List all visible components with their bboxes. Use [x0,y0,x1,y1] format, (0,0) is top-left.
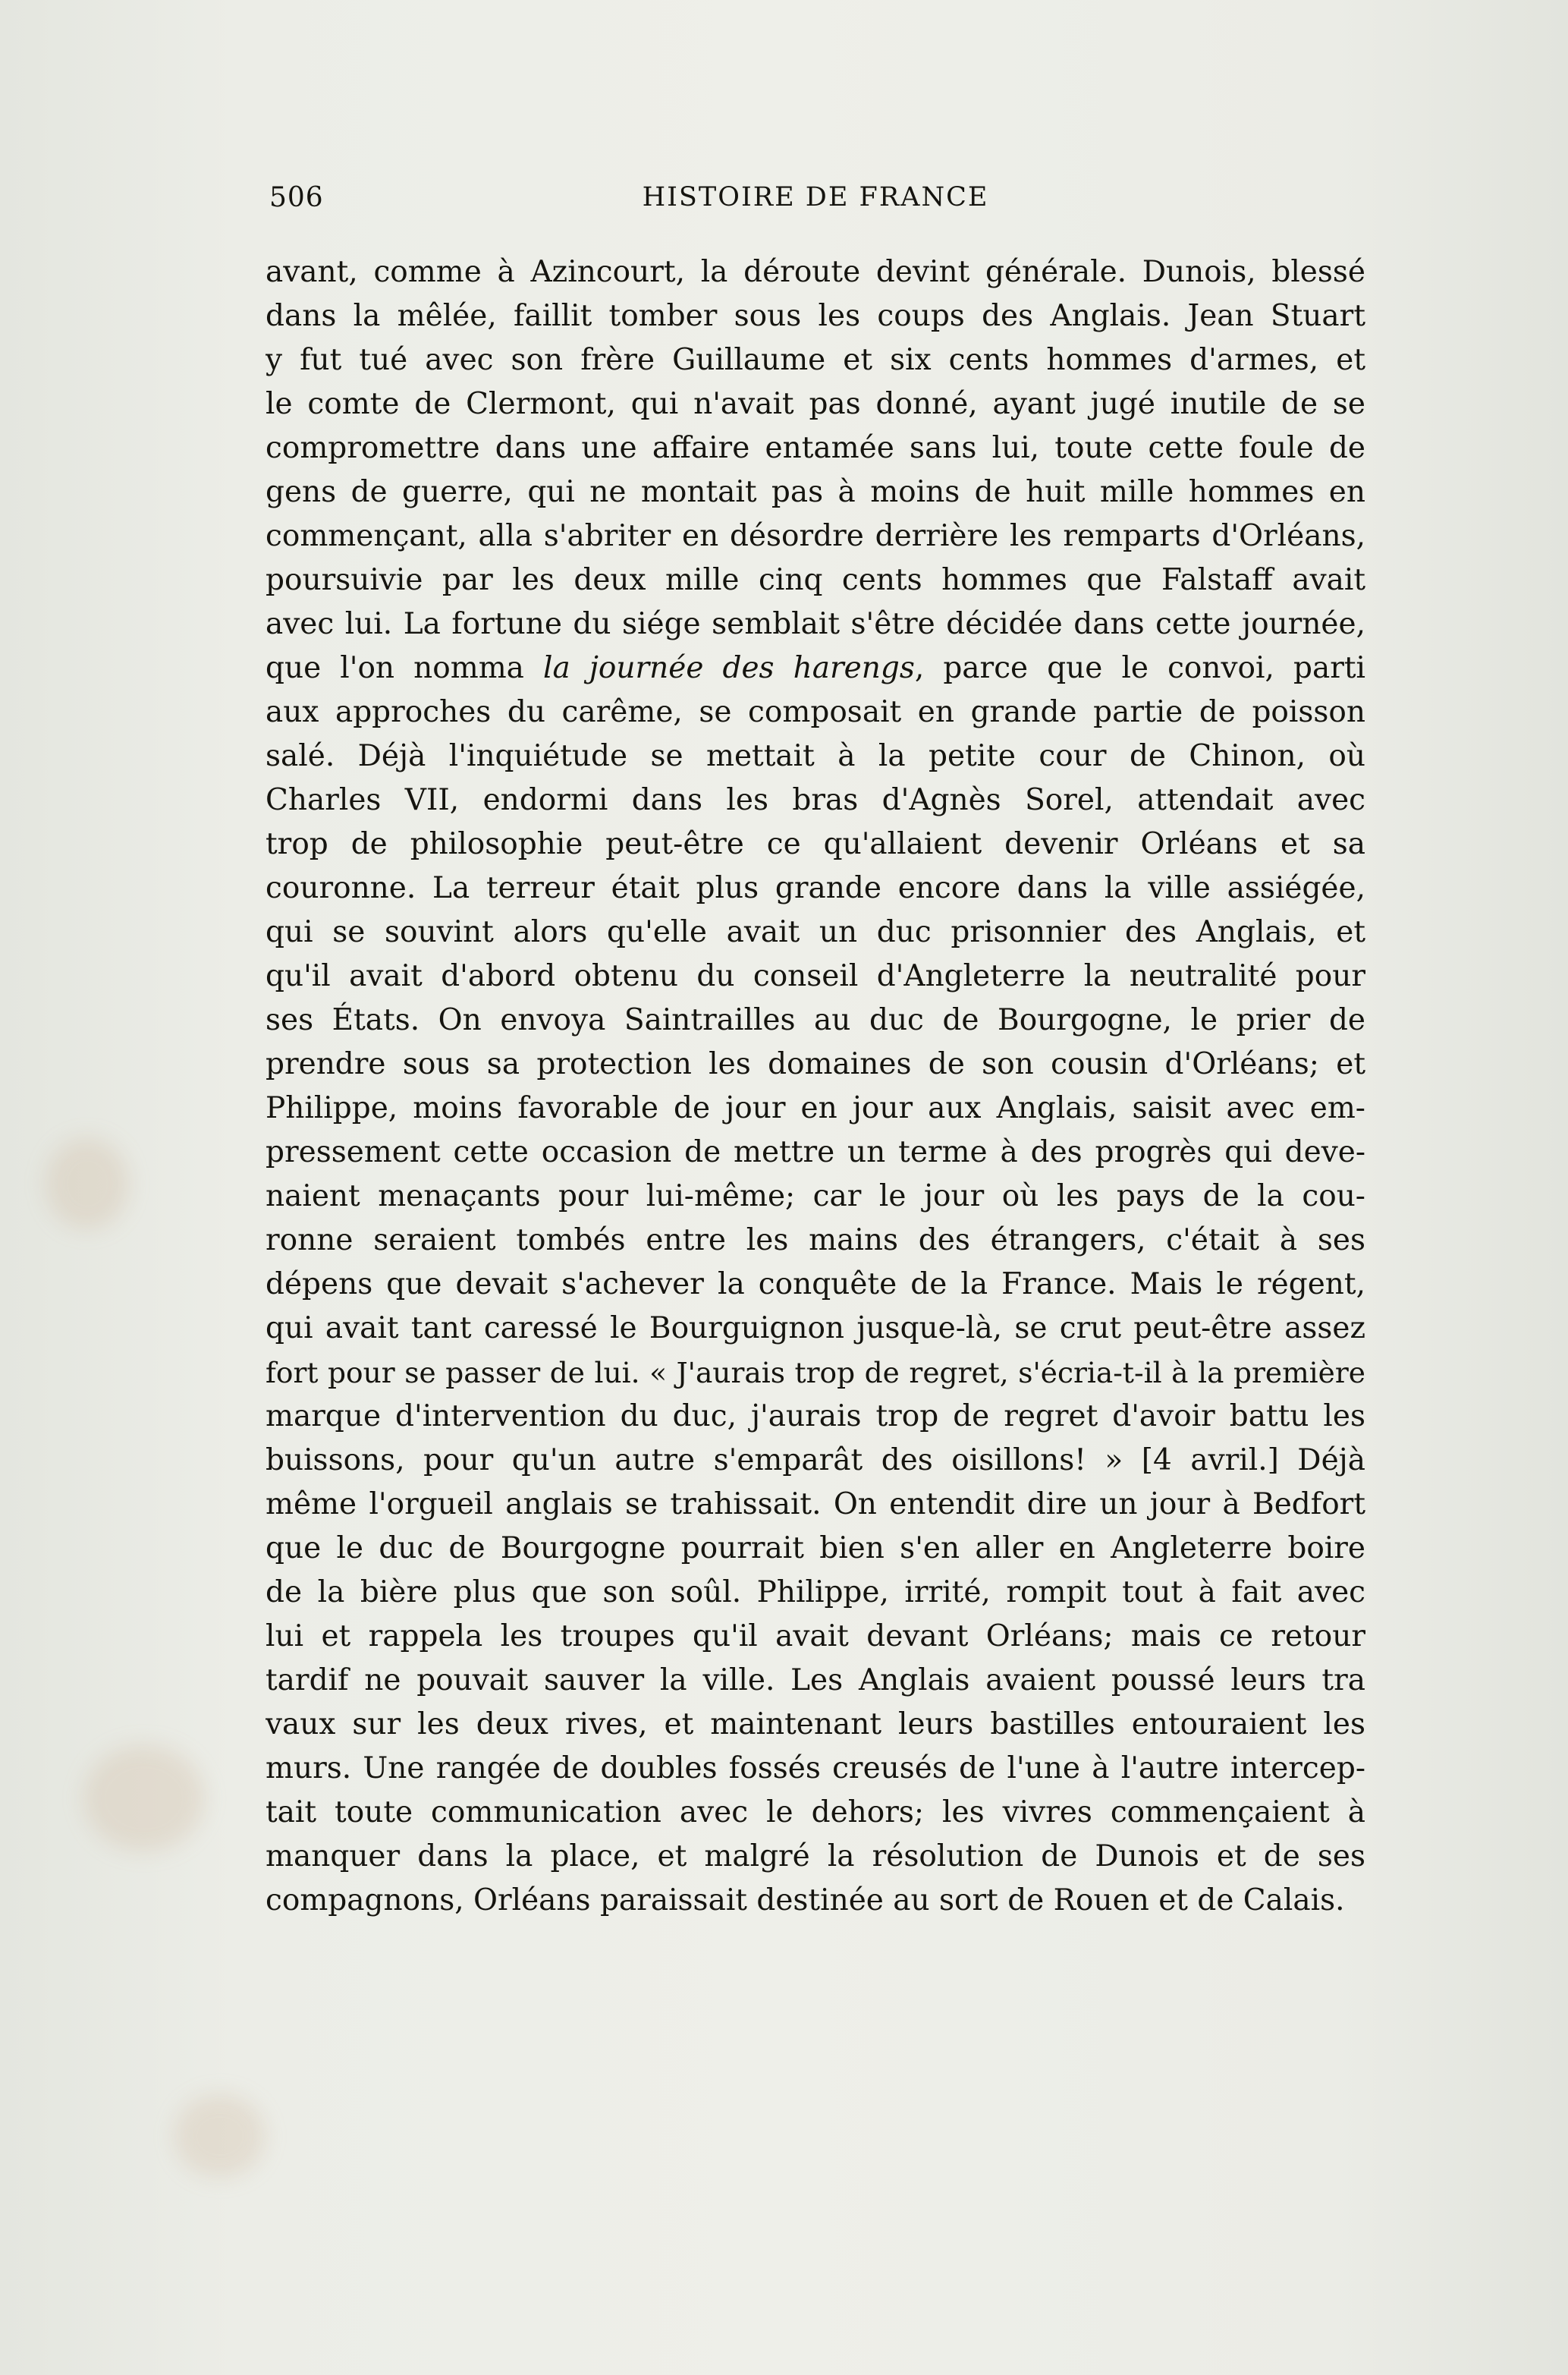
text-line: fort pour se passer de lui. « J'aurais trop de regret, s'écria-t-il à la première [266,1356,1365,1389]
text-line: qui avait tant caressé le Bourguignon jusque-là, se crut peut-être assez [266,1311,1365,1345]
text-line: poursuivie par les deux mille cinq cents hommes que Falstaff avait [266,563,1365,597]
running-title: HISTOIRE DE FRANCE [642,182,989,212]
text-line: compromettre dans une affaire entamée sans lui, toute cette foule de [266,431,1365,465]
text-line-with-italic [266,646,1365,690]
text-line: tait toute communication avec le dehors; les vivres commençaient à [266,1795,1365,1829]
text-line: ses États. On envoya Saintrailles au duc de Bourgogne, le prier de [266,1003,1365,1037]
text-line: couronne. La terreur était plus grande encore dans la ville assiégée, [266,871,1365,905]
text-line: naient menaçants pour lui-même; car le jour où les pays de la cou- [266,1179,1365,1213]
text-line: commençant, alla s'abriter en désordre derrière les remparts d'Orléans, [266,519,1365,553]
paper-stain [46,1138,129,1229]
text-line: qui se souvint alors qu'elle avait un duc prisonnier des Anglais, et [266,915,1365,949]
text-line: aux approches du carême, se composait en grande partie de poisson [266,695,1365,729]
text-line: trop de philosophie peut-être ce qu'allaient devenir Orléans et sa [266,827,1365,861]
text-line: dépens que devait s'achever la conquête de la France. Mais le régent, [266,1267,1365,1301]
text-segment: que l'on nomma [266,651,544,685]
text-line: dans la mêlée, faillit tomber sous les coups des Anglais. Jean Stuart [266,299,1365,333]
text-line: le comte de Clermont, qui n'avait pas donné, ayant jugé inutile de se [266,387,1365,421]
text-line: avant, comme à Azincourt, la déroute devint générale. Dunois, blessé [266,255,1365,289]
text-line: pressement cette occasion de mettre un terme à des progrès qui deve- [266,1135,1365,1169]
paper-stain [174,2094,266,2178]
text-line: ronne seraient tombés entre les mains des étrangers, c'était à ses [266,1223,1365,1257]
text-line: lui et rappela les troupes qu'il avait devant Orléans; mais ce retour [266,1619,1365,1653]
text-line-last: compagnons, Orléans paraissait destinée au sort de Rouen et de Calais. [266,1883,1345,1917]
text-line: marque d'intervention du duc, j'aurais trop de regret d'avoir battu les [266,1399,1365,1433]
paper-stain [83,1745,205,1851]
text-line: Charles VII, endormi dans les bras d'Agnès Sorel, attendait avec [266,783,1365,817]
text-line: murs. Une rangée de doubles fossés creusés de l'une à l'autre intercep- [266,1751,1365,1785]
text-line: que le duc de Bourgogne pourrait bien s'en aller en Angleterre boire [266,1531,1365,1565]
text-line: avec lui. La fortune du siége semblait s'être décidée dans cette journée, [266,607,1365,641]
text-line: buissons, pour qu'un autre s'emparât des oisillons! » [4 avril.] Déjà [266,1443,1365,1477]
text-line: même l'orgueil anglais se trahissait. On entendit dire un jour à Bedfort [266,1487,1365,1521]
text-line: prendre sous sa protection les domaines de son cousin d'Orléans; et [266,1047,1365,1081]
text-line: manquer dans la place, et malgré la résolution de Dunois et de ses [266,1839,1365,1873]
text-line: salé. Déjà l'inquiétude se mettait à la petite cour de Chinon, où [266,739,1365,773]
text-line: Philippe, moins favorable de jour en jour aux Anglais, saisit avec em- [266,1091,1365,1125]
text-line: vaux sur les deux rives, et maintenant leurs bastilles entouraient les [266,1707,1365,1741]
text-line: y fut tué avec son frère Guillaume et six cents hommes d'armes, et [266,343,1365,377]
text-line: tardif ne pouvait sauver la ville. Les Anglais avaient poussé leurs tra [266,1663,1365,1697]
italic-phrase: la journée des harengs [543,651,915,685]
text-segment: , parce que le convoi, parti [914,651,1365,685]
page-header [269,182,1362,220]
text-line: de la bière plus que son soûl. Philippe, irrité, rompit tout à fait avec [266,1575,1365,1609]
body-text [266,250,1365,1923]
text-line: qu'il avait d'abord obtenu du conseil d'Angleterre la neutralité pour [266,959,1365,993]
page-number: 506 [269,182,324,213]
text-line: gens de guerre, qui ne montait pas à moins de huit mille hommes en [266,475,1365,509]
